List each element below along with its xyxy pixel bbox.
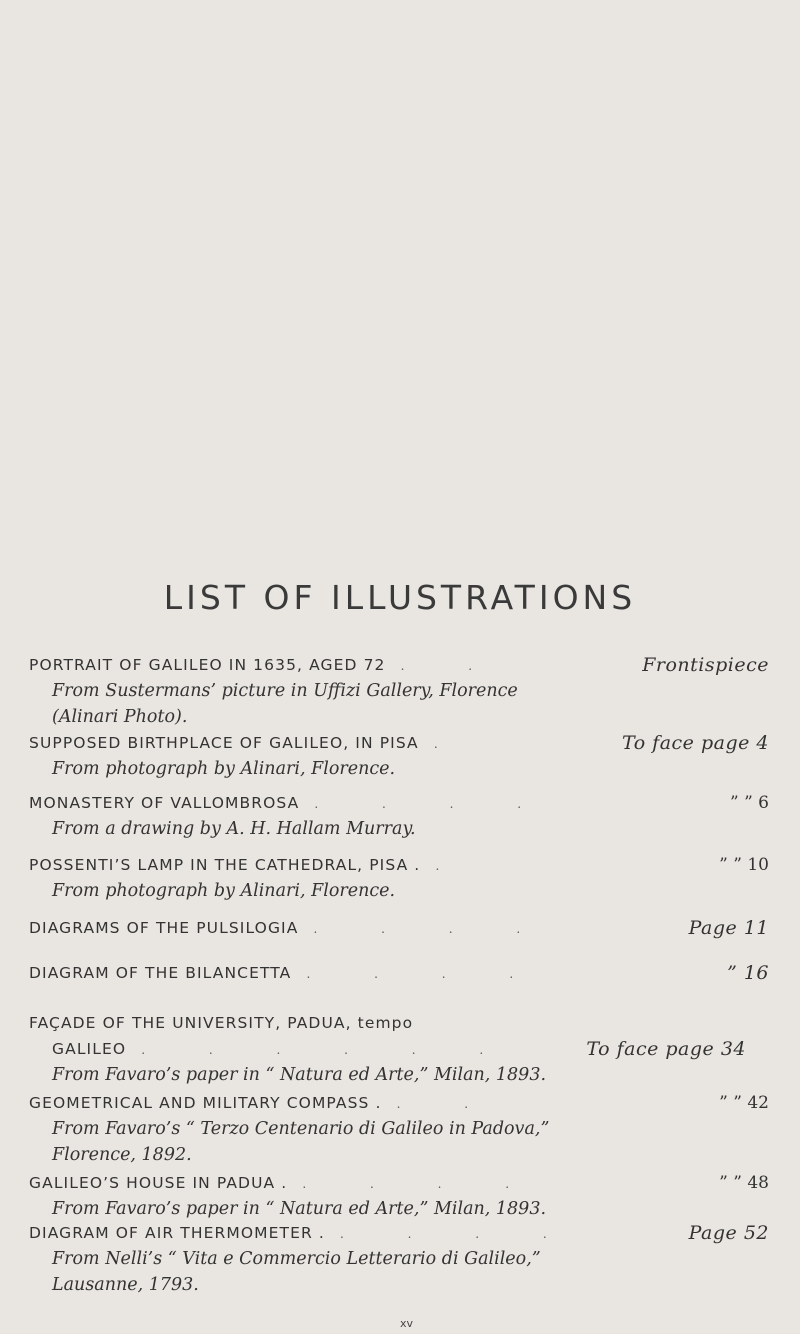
dot-leader: . . . . [314, 797, 552, 811]
dot-leader: . . . . [340, 1227, 577, 1241]
list-item [29, 790, 769, 842]
dot-leader: . . [396, 1097, 499, 1111]
dot-leader: . . . . [313, 922, 551, 936]
illustration-source: From Favaro’s paper in “ Natura ed Arte,” Milan, 1893. [52, 1065, 547, 1085]
illustration-source: From photograph by Alinari, Florence. [52, 759, 396, 779]
dot-leader: . . . . [306, 967, 544, 981]
illustration-source-continued: (Alinari Photo). [52, 707, 188, 727]
page-number: xv [400, 1317, 414, 1330]
dot-leader: . [433, 737, 468, 751]
page-reference: Frontispiece [642, 654, 769, 676]
illustration-source: From Favaro’s “ Terzo Centenario di Galileo in Padova,” [52, 1119, 550, 1139]
dot-leader: . . [400, 659, 503, 673]
page-title: LIST OF ILLUSTRATIONS [163, 578, 637, 617]
illustration-title: GEOMETRICAL AND MILITARY COMPASS . [29, 1094, 382, 1112]
dot-leader: . . . . [302, 1177, 540, 1191]
illustration-title-continued: GALILEO [52, 1040, 127, 1058]
illustration-title: DIAGRAM OF AIR THERMOMETER . [29, 1224, 325, 1242]
illustration-title: FAÇADE OF THE UNIVERSITY, PADUA, tempo [29, 1014, 414, 1032]
illustration-title: DIAGRAM OF THE BILANCETTA [29, 964, 292, 982]
page-reference: ” 16 [727, 962, 769, 984]
illustration-title: GALILEO’S HOUSE IN PADUA . [29, 1174, 288, 1192]
illustration-source: From photograph by Alinari, Florence. [52, 881, 396, 901]
illustration-title: SUPPOSED BIRTHPLACE OF GALILEO, IN PISA [29, 734, 419, 752]
illustration-title: DIAGRAMS OF THE PULSILOGIA [29, 919, 299, 937]
illustration-source: From Nelli’s “ Vita e Commercio Letterario di Galileo,” [52, 1249, 541, 1269]
list-item [29, 852, 769, 904]
page-reference: ” ” 6 [729, 793, 769, 813]
list-item [29, 1010, 769, 1088]
illustration-source-continued: Lausanne, 1793. [52, 1275, 199, 1295]
list-item [29, 915, 769, 941]
illustration-source: From a drawing by A. H. Hallam Murray. [52, 819, 416, 839]
page-reference: ” ” 10 [719, 855, 769, 875]
list-item [29, 960, 769, 986]
page-reference: To face page 4 [622, 732, 769, 754]
illustration-source: From Sustermans’ picture in Uffizi Gallery, Florence [52, 681, 518, 701]
list-item [29, 1170, 769, 1222]
list-item [29, 1090, 769, 1168]
illustration-title: MONASTERY OF VALLOMBROSA [29, 794, 300, 812]
list-item [29, 730, 769, 782]
page-reference: ” ” 48 [719, 1173, 769, 1193]
list-item [29, 1220, 769, 1298]
illustration-title: PORTRAIT OF GALILEO IN 1635, AGED 72 [29, 656, 386, 674]
list-item [29, 652, 769, 730]
page-reference: Page 52 [688, 1222, 769, 1244]
dot-leader: . . . . . . [141, 1043, 514, 1057]
illustration-source: From Favaro’s paper in “ Natura ed Arte,” Milan, 1893. [52, 1199, 547, 1219]
illustration-title: POSSENTI’S LAMP IN THE CATHEDRAL, PISA . [29, 856, 421, 874]
page-reference: To face page 34 [586, 1038, 746, 1060]
illustration-source-continued: Florence, 1892. [52, 1145, 192, 1165]
page-reference: Page 11 [688, 917, 769, 939]
page-reference: ” ” 42 [719, 1093, 769, 1113]
dot-leader: . [435, 859, 470, 873]
